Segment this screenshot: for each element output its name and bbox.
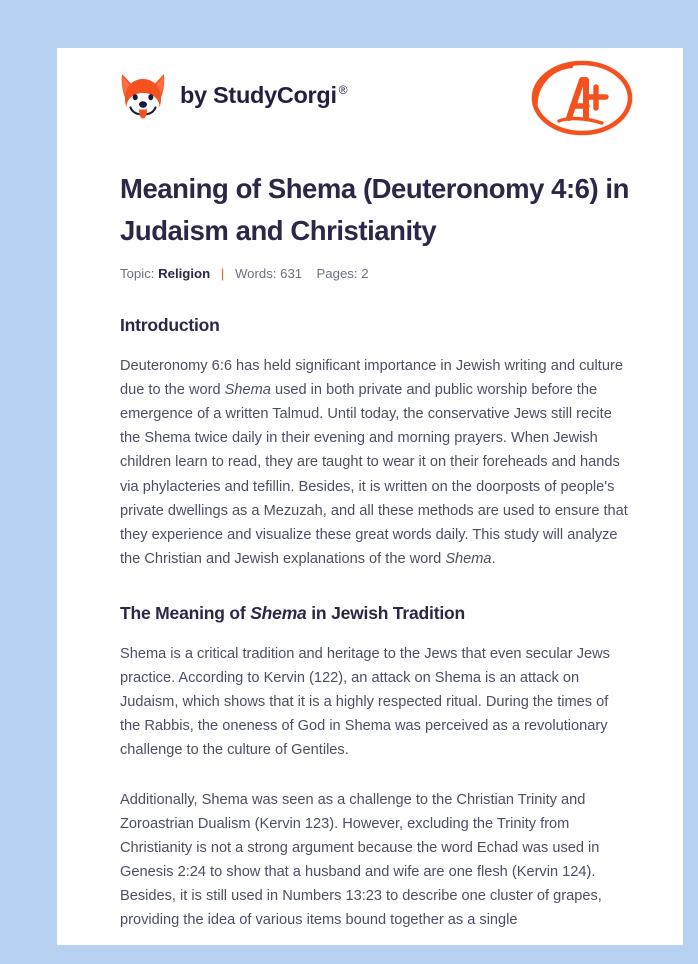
body-paragraph (120, 625, 630, 763)
page-title: Meaning of Shema (Deuteronomy 4:6) in Judaism and Christianity (120, 173, 629, 246)
body-paragraph (120, 337, 630, 571)
paragraph-italic-term: Shema (445, 550, 492, 567)
section-heading-italic: Shema (250, 603, 307, 624)
section-heading-prefix: Introduction (120, 315, 220, 336)
paragraph-part: used in both private and public worship before the emergence of a written Talmud. Until today, the conservative Jews still recite the Shema twice daily in their evening and morning prayers. When Jewish children learn to read, they are taught to wear it on their foreheads and hands via phylacteries and tefillin. Besides, it is written on the doorposts of people's private dwellings as a Mezuzah, and all these methods are used to ensure that they experience and visualize these great words daily. This study will analyze the Christian and Jewish explanations of the word (120, 381, 628, 567)
meta-separator: | (220, 265, 225, 281)
brand-wordmark (180, 84, 347, 108)
meta-pages-label: Pages: (316, 265, 358, 281)
meta-words-label: Words: (234, 265, 277, 281)
paragraph-part: . (491, 550, 496, 567)
meta-pages-value: 2 (361, 265, 369, 281)
section-heading-suffix: in Jewish Tradition (306, 603, 465, 624)
document-content (120, 48, 630, 932)
brand-lockup[interactable] (120, 71, 347, 121)
meta-topic-value[interactable]: Religion (158, 265, 211, 281)
meta-words-value: 631 (280, 265, 303, 281)
section-heading-prefix: The Meaning of (120, 603, 251, 624)
section-heading (120, 283, 630, 337)
paragraph-part: Deuteronomy 6:6 has held significant importance in Jewish writing and culture due to the word (120, 357, 623, 398)
brand-wordmark-text: by StudyCorgi (180, 82, 337, 109)
paragraph-italic-term: Shema (224, 381, 271, 398)
registered-trademark-icon: ® (338, 83, 348, 98)
section-heading (120, 571, 630, 625)
document-header (120, 48, 630, 152)
meta-topic-label: Topic: (120, 265, 155, 281)
corgi-face-icon (120, 71, 166, 121)
paragraph-part: Shema is a critical tradition and heritage to the Jews that even secular Jews practice. According to Kervin (122), an attack on Shema is an attack on Judaism, which shows that it is a highly respected ritual. During the times of the Rabbis, the oneness of God in Shema was perceived as a revolutionary challenge to the culture of Gentiles. (120, 645, 610, 759)
body-paragraph (120, 763, 630, 933)
document-meta (120, 265, 630, 283)
document-sheet (57, 48, 683, 945)
paragraph-part: Additionally, Shema was seen as a challenge to the Christian Trinity and Zoroastrian Dualism (Kervin 123). However, excluding the Trinity from Christianity is not a strong argument because the word Echad was used in Genesis 2:24 to show that a husband and wife are one flesh (Kervin 124). Besides, it is still used in Numbers 13:23 to describe one cluster of grapes, providing the idea of various items bound together as a single (120, 791, 602, 929)
a-plus-circled-icon (526, 56, 638, 140)
